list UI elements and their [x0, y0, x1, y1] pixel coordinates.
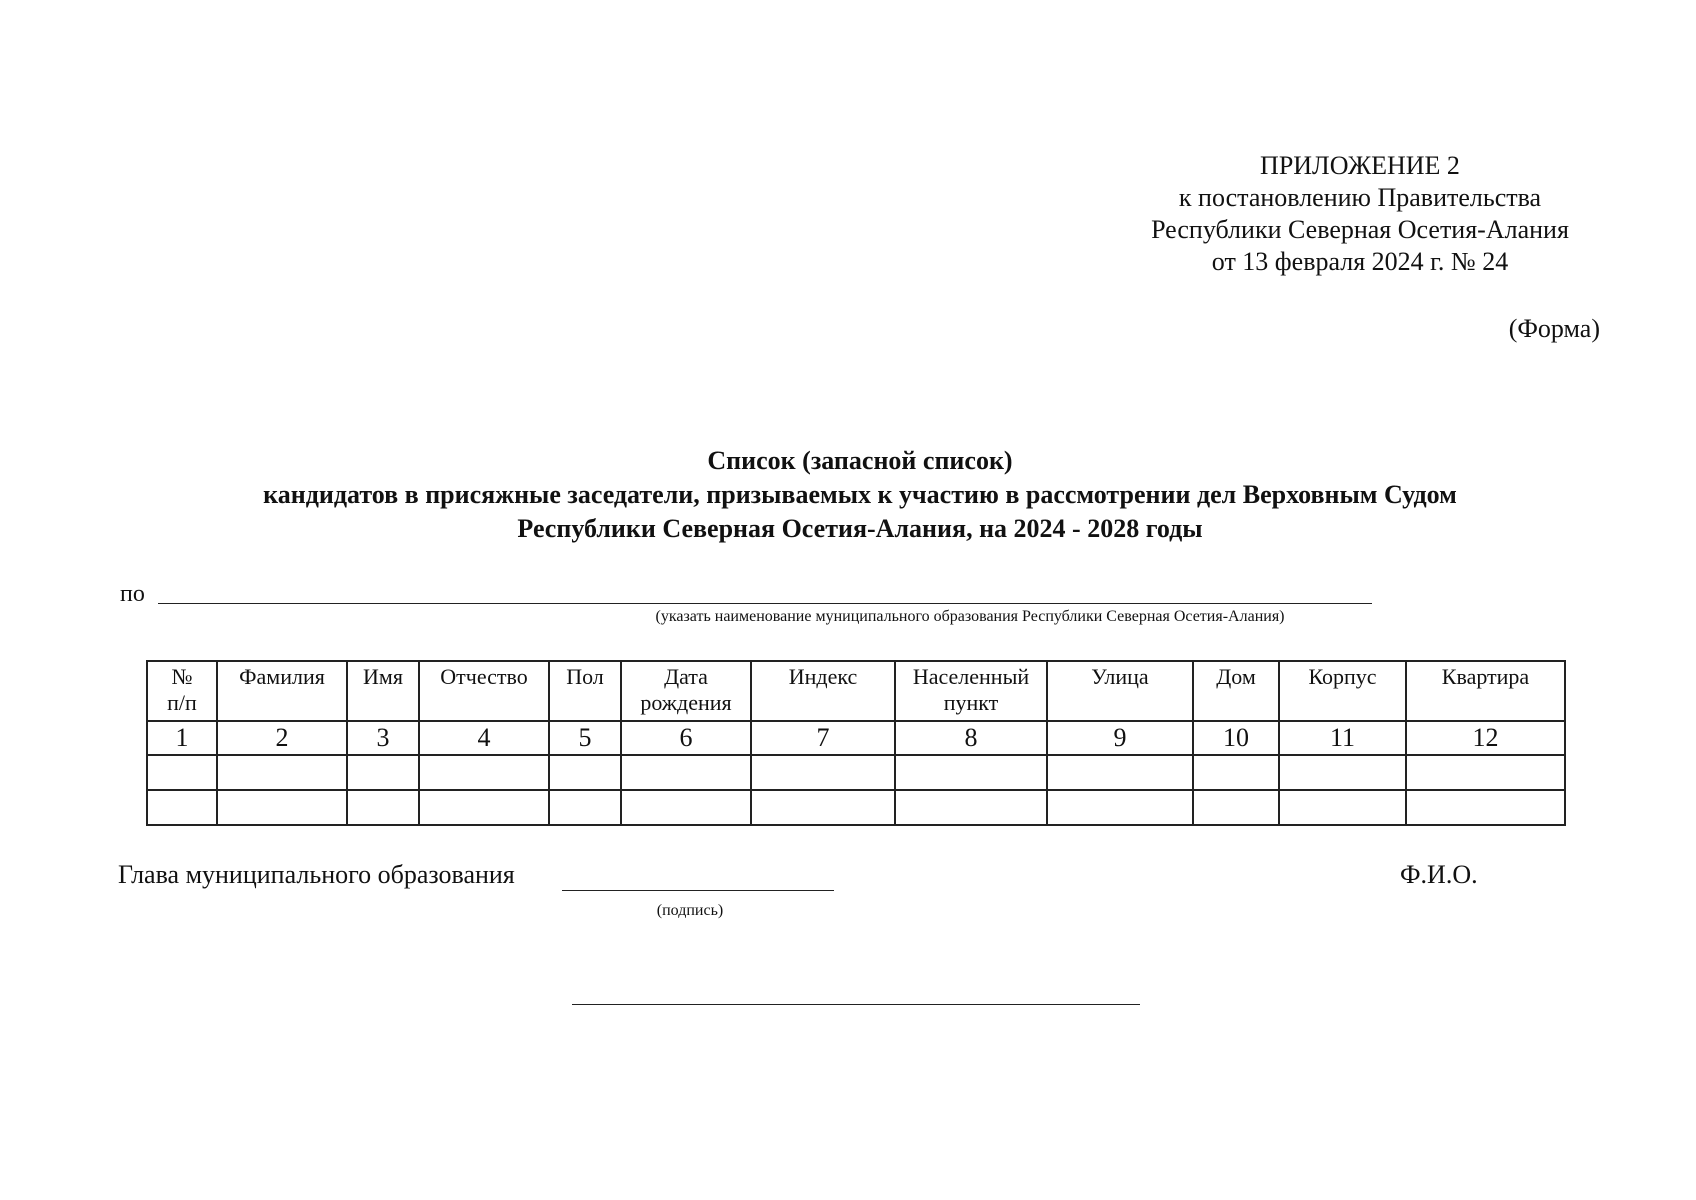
column-number: 7 [751, 721, 895, 755]
municipality-hint: (указать наименование муниципального образования Республики Северная Осетия-Алания) [655, 608, 1285, 625]
title-line-3: Республики Северная Осетия-Алания, на 2024 - 2028 годы [517, 514, 1203, 543]
header-cell-name: Имя [347, 661, 419, 721]
appendix-resolution: к постановлению Правительства [1178, 183, 1542, 212]
table-cell[interactable] [347, 755, 419, 790]
table-cell[interactable] [549, 755, 621, 790]
table-cell[interactable] [217, 790, 347, 825]
table-cell[interactable] [1279, 755, 1406, 790]
table-cell[interactable] [1406, 755, 1565, 790]
column-number: 9 [1047, 721, 1193, 755]
form-label: (Форма) [1508, 314, 1600, 343]
column-number: 3 [347, 721, 419, 755]
column-number: 12 [1406, 721, 1565, 755]
column-number: 1 [147, 721, 217, 755]
table-header-row [147, 661, 1565, 721]
table-cell[interactable] [751, 755, 895, 790]
table-cell[interactable] [217, 755, 347, 790]
table-cell[interactable] [147, 755, 217, 790]
table-cell[interactable] [419, 755, 549, 790]
document-title [100, 444, 1620, 546]
header-cell-number: № п/п [147, 661, 217, 721]
column-number: 5 [549, 721, 621, 755]
fio-label: Ф.И.О. [1400, 860, 1478, 889]
table-cell[interactable] [895, 755, 1047, 790]
header-cell-surname: Фамилия [217, 661, 347, 721]
column-number: 4 [419, 721, 549, 755]
header-cell-street: Улица [1047, 661, 1193, 721]
appendix-date-number: от 13 февраля 2024 г. № 24 [1211, 247, 1509, 276]
appendix-republic: Республики Северная Осетия-Алания [1151, 215, 1569, 244]
column-number: 11 [1279, 721, 1406, 755]
title-line-1: Список (запасной список) [707, 446, 1013, 475]
table-cell[interactable] [549, 790, 621, 825]
header-cell-locality: Населенный пункт [895, 661, 1047, 721]
header-cell-birthdate: Дата рождения [621, 661, 751, 721]
table-cell[interactable] [1047, 790, 1193, 825]
signature-line[interactable] [562, 890, 834, 891]
table-row [147, 755, 1565, 790]
signatory-label: Глава муниципального образования [118, 860, 515, 889]
table-cell[interactable] [147, 790, 217, 825]
table-cell[interactable] [621, 755, 751, 790]
header-cell-patronymic: Отчество [419, 661, 549, 721]
appendix-header [1100, 150, 1620, 278]
column-number: 6 [621, 721, 751, 755]
title-line-2: кандидатов в присяжные заседатели, призываемых к участию в рассмотрении дел Верховным Судом [263, 480, 1457, 509]
table-cell[interactable] [895, 790, 1047, 825]
column-number: 10 [1193, 721, 1279, 755]
table-cell[interactable] [1193, 790, 1279, 825]
appendix-title: ПРИЛОЖЕНИЕ 2 [1260, 151, 1460, 180]
table-cell[interactable] [621, 790, 751, 825]
table-cell[interactable] [347, 790, 419, 825]
candidates-table [146, 660, 1566, 826]
table-cell[interactable] [1047, 755, 1193, 790]
header-cell-index: Индекс [751, 661, 895, 721]
municipality-prefix: по [120, 581, 145, 607]
table-cell[interactable] [1279, 790, 1406, 825]
table-cell[interactable] [1406, 790, 1565, 825]
header-cell-house: Дом [1193, 661, 1279, 721]
bottom-rule [572, 1004, 1140, 1005]
column-number: 2 [217, 721, 347, 755]
table-row [147, 790, 1565, 825]
municipality-fill-line[interactable] [158, 603, 1372, 604]
signature-hint: (подпись) [656, 902, 724, 919]
table-cell[interactable] [751, 790, 895, 825]
header-cell-building: Корпус [1279, 661, 1406, 721]
column-number: 8 [895, 721, 1047, 755]
table-number-row [147, 721, 1565, 755]
header-cell-apartment: Квартира [1406, 661, 1565, 721]
header-cell-gender: Пол [549, 661, 621, 721]
table-cell[interactable] [419, 790, 549, 825]
table-cell[interactable] [1193, 755, 1279, 790]
